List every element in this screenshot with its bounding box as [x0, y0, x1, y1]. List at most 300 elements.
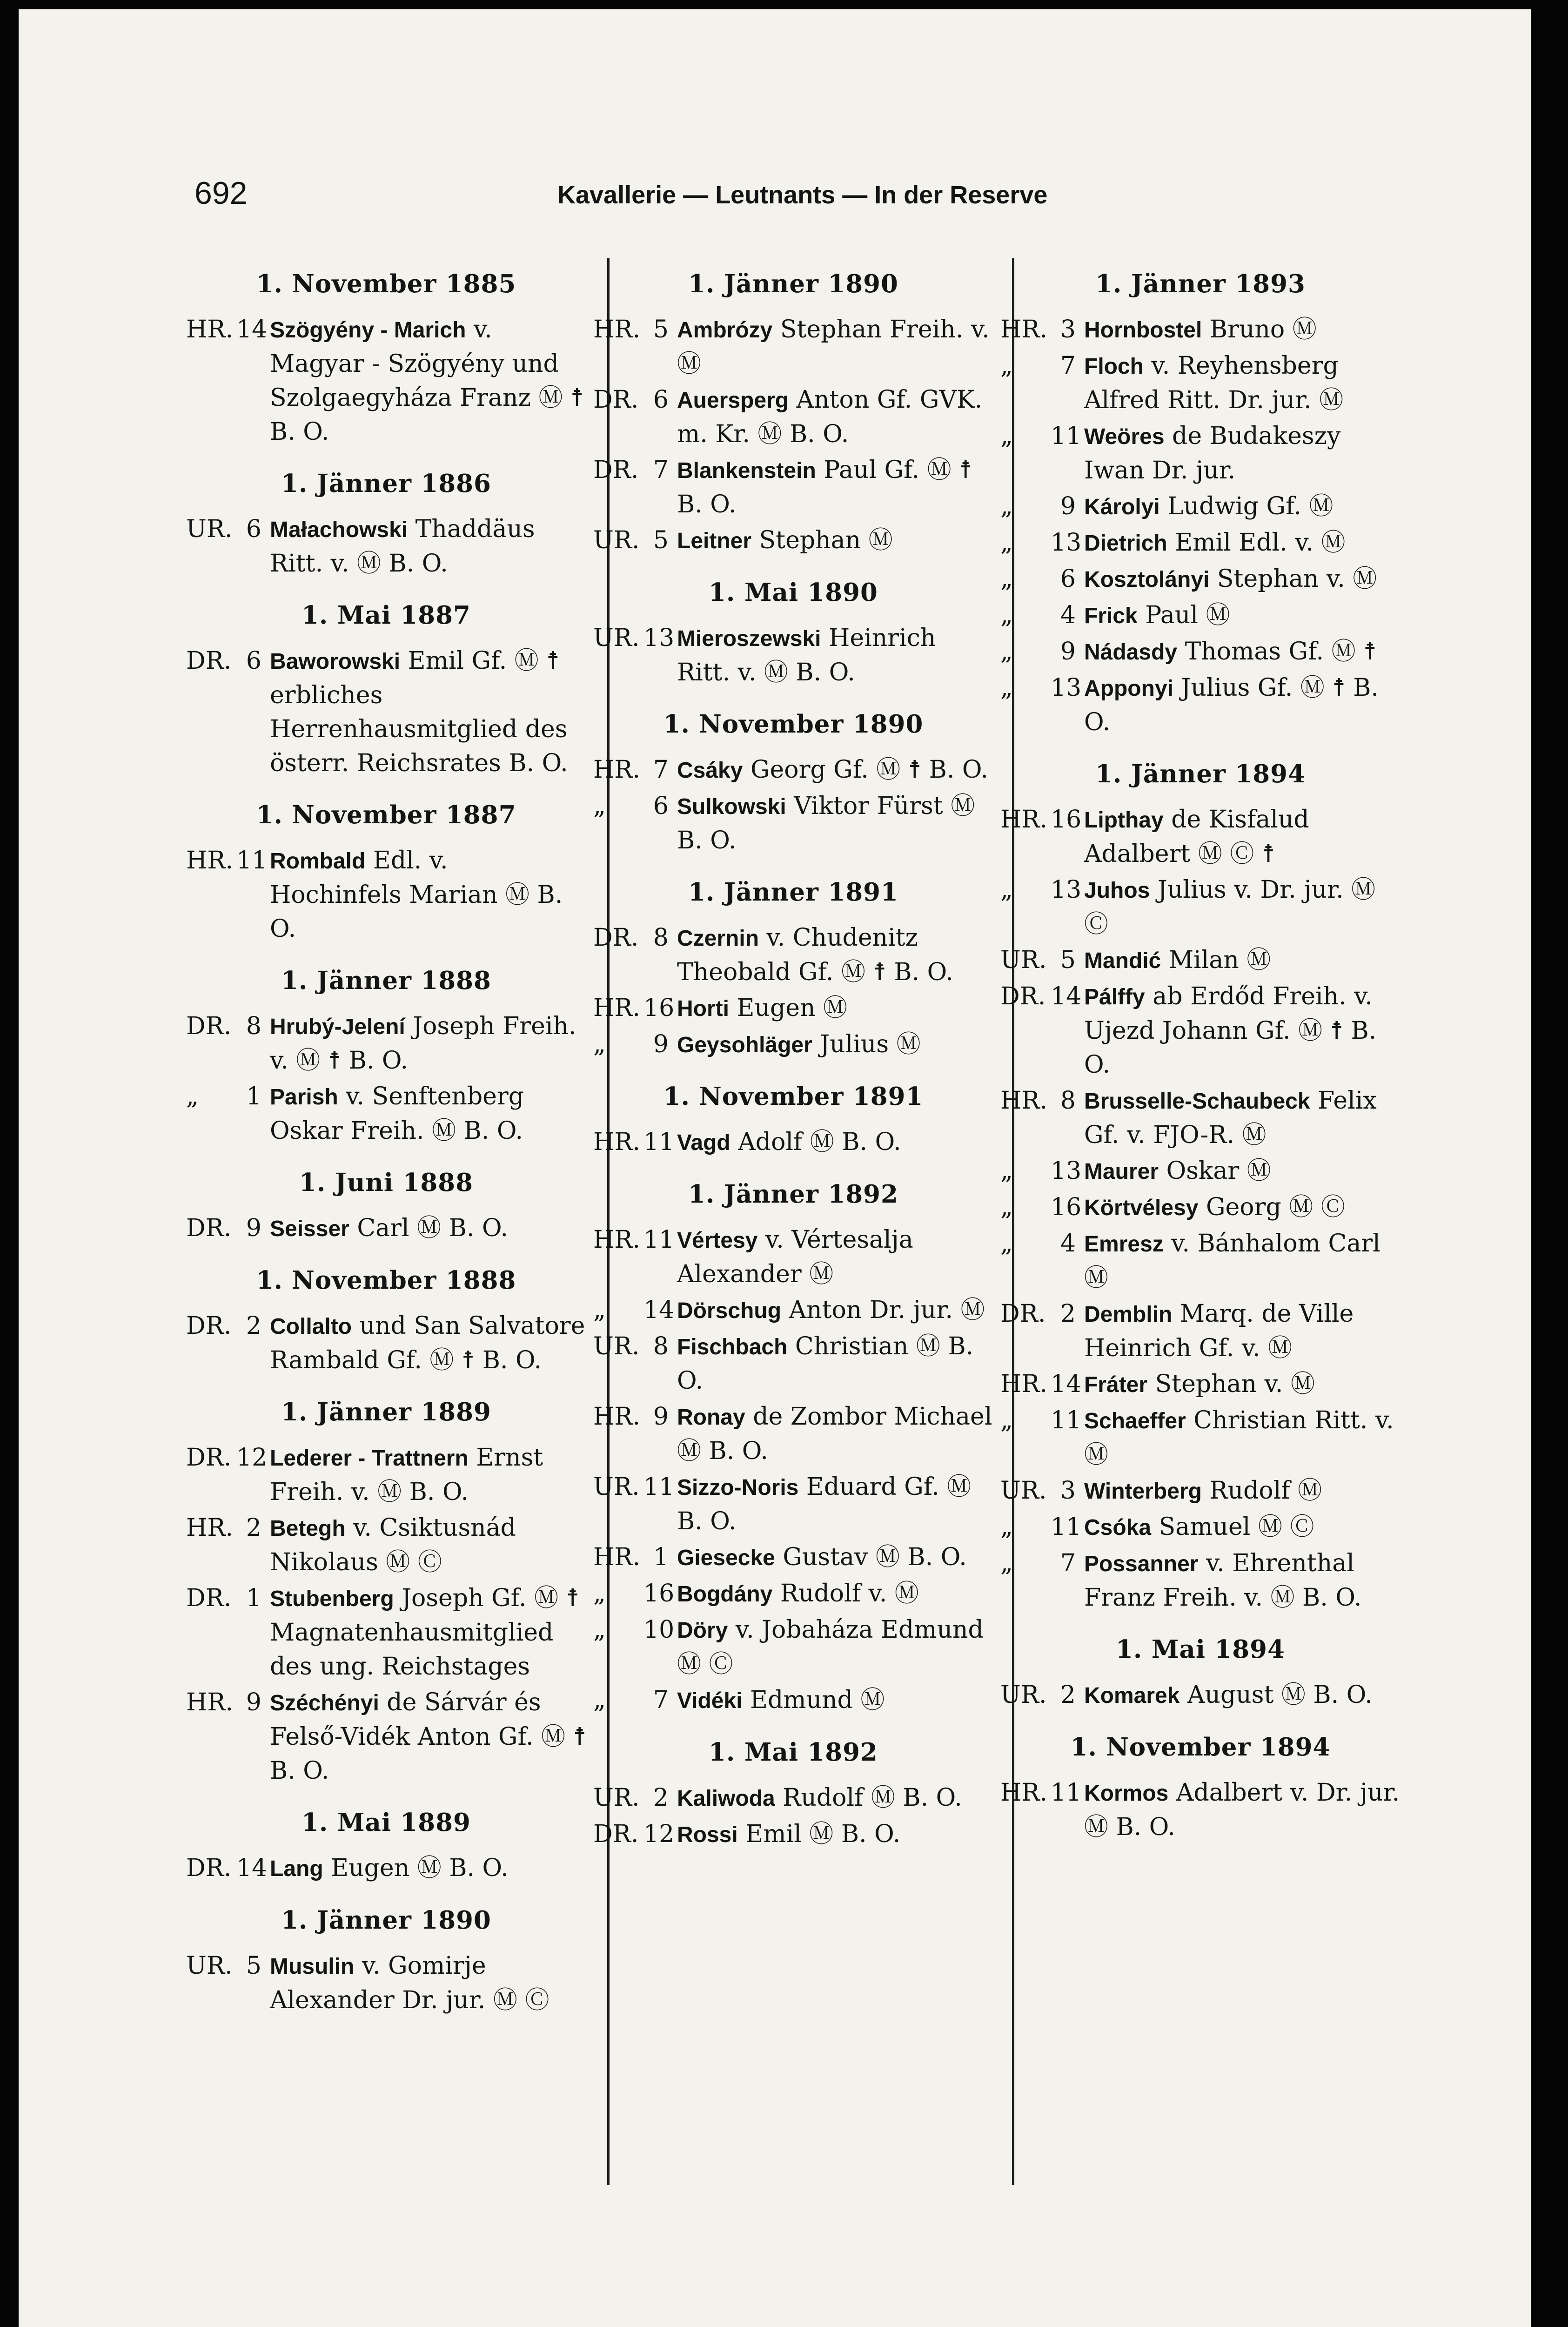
officer-details: v. Jobaháza Edmund Ⓜ Ⓒ [677, 1616, 984, 1678]
officer-entry [593, 1400, 993, 1468]
officer-surname: Leitner [677, 529, 752, 553]
regiment-type: HR. [186, 1688, 234, 1716]
section-date: 1. November 1888 [256, 1266, 516, 1295]
regiment-type: HR. [593, 1403, 641, 1431]
officer-text [270, 512, 586, 581]
regiment-type: „ [186, 1083, 199, 1110]
officer-surname: Nádasdy [1084, 640, 1178, 665]
officer-details: Marq. de Ville Heinrich Gf. v. Ⓜ [1084, 1300, 1354, 1362]
regiment-number: 2 [1060, 1681, 1076, 1709]
officer-surname: Lederer - Trattnern [270, 1446, 469, 1471]
officer-surname: Széchényi [270, 1691, 379, 1715]
officer-entry [1000, 671, 1400, 740]
officer-entry [1000, 349, 1400, 417]
regiment-type: „ [1000, 1193, 1013, 1221]
section-date: 1. November 1890 [663, 710, 924, 739]
officer-entry [1000, 1154, 1400, 1189]
regiment-type: UR. [593, 1784, 640, 1812]
officer-surname: Fráter [1084, 1372, 1148, 1397]
officer-surname: Fischbach [677, 1335, 788, 1359]
officer-text [1084, 803, 1400, 871]
officer-entry [593, 1293, 993, 1328]
officer-text [677, 1028, 993, 1062]
officer-text [270, 844, 586, 946]
regiment-number: 9 [653, 1030, 669, 1058]
officer-details: Julius Gf. Ⓜ ☨ B. O. [1084, 674, 1379, 736]
officer-text [270, 1511, 586, 1580]
regiment-number: 6 [1060, 565, 1076, 593]
regiment-type: DR. [186, 1012, 232, 1040]
officer-text [270, 1309, 586, 1378]
regiment-number: 2 [653, 1784, 669, 1812]
regiment-type: „ [593, 1686, 606, 1714]
officer-text [677, 1683, 993, 1718]
officer-entry [186, 512, 586, 581]
officer-text [270, 1009, 586, 1078]
section-date: 1. November 1885 [256, 269, 516, 298]
officer-details: Ludwig Gf. Ⓜ [1159, 492, 1333, 520]
section-date: 1. Jänner 1890 [688, 269, 898, 298]
officer-text [270, 1080, 586, 1148]
regiment-number: 2 [1060, 1300, 1076, 1328]
officer-text [1084, 1547, 1400, 1615]
regiment-number: 14 [236, 316, 268, 343]
regiment-type: HR. [593, 1226, 641, 1254]
regiment-type: „ [1000, 1230, 1013, 1258]
officer-text [677, 383, 993, 451]
officer-text [1084, 313, 1400, 347]
officer-surname: Körtvélesy [1084, 1196, 1199, 1220]
regiment-type: „ [1000, 601, 1013, 629]
regiment-type: HR. [186, 847, 234, 874]
officer-entry [593, 1817, 993, 1852]
officer-surname: Szögyény - Marich [270, 318, 466, 343]
regiment-number: 11 [1051, 422, 1082, 450]
officer-surname: Giesecke [677, 1546, 775, 1570]
officer-entry [1000, 1510, 1400, 1545]
regiment-type: „ [1000, 674, 1013, 702]
officer-details: de Zombor Michael Ⓜ B. O. [677, 1403, 992, 1465]
regiment-number: 9 [246, 1688, 261, 1716]
officer-details: Stephan Freih. v. Ⓜ [677, 316, 990, 378]
officer-surname: Baworowski [270, 649, 401, 674]
officer-details: August Ⓜ B. O. [1179, 1681, 1373, 1709]
section-date: 1. Jänner 1893 [1095, 269, 1306, 298]
officer-entry [186, 1581, 586, 1684]
regiment-type: HR. [186, 1514, 234, 1542]
officer-surname: Dietrich [1084, 531, 1167, 556]
officer-entry [593, 1028, 993, 1062]
officer-surname: Mieroszewski [677, 626, 821, 651]
officer-details: Christian Ⓜ B. O. [677, 1332, 974, 1395]
officer-text [677, 921, 993, 989]
officer-surname: Emresz [1084, 1232, 1164, 1257]
section-date: 1. Jänner 1890 [281, 1906, 491, 1935]
officer-text [1084, 943, 1400, 978]
officer-surname: Döry [677, 1618, 728, 1643]
officer-entry [593, 621, 993, 690]
regiment-type: DR. [186, 647, 232, 675]
officer-details: Julius v. Dr. jur. Ⓜ Ⓒ [1084, 876, 1376, 938]
regiment-type: „ [593, 1030, 606, 1058]
officer-entry [593, 1330, 993, 1398]
officer-text [1084, 599, 1400, 633]
regiment-number: 8 [1060, 1087, 1076, 1115]
officer-text [677, 1223, 993, 1291]
officer-text [677, 1400, 993, 1468]
officer-text [1084, 1190, 1400, 1225]
regiment-type: HR. [1000, 806, 1048, 834]
regiment-number: 13 [1051, 1157, 1082, 1185]
officer-entry [593, 789, 993, 858]
regiment-number: 4 [1060, 1230, 1076, 1258]
officer-text [677, 753, 993, 787]
section-date: 1. Mai 1887 [302, 601, 471, 630]
officer-details: de Budakeszy Iwan Dr. jur. [1084, 422, 1341, 484]
officer-surname: Maurer [1084, 1159, 1159, 1184]
officer-text [677, 1781, 993, 1816]
officer-entry [186, 1686, 586, 1788]
officer-surname: Kosztolányi [1084, 567, 1210, 592]
regiment-type: HR. [1000, 1087, 1048, 1115]
officer-details: v. Csiktusnád Nikolaus Ⓜ Ⓒ [270, 1514, 516, 1576]
officer-text [677, 1125, 993, 1160]
officer-surname: Demblin [1084, 1302, 1173, 1327]
regiment-number: 5 [1060, 946, 1076, 974]
regiment-type: „ [593, 1296, 606, 1324]
officer-entry [1000, 599, 1400, 633]
regiment-type: „ [1000, 1406, 1013, 1434]
regiment-type: „ [1000, 565, 1013, 593]
regiment-number: 16 [1051, 1193, 1082, 1221]
regiment-type: DR. [186, 1584, 232, 1612]
regiment-number: 9 [653, 1403, 669, 1431]
page-header [194, 172, 1079, 219]
regiment-type: HR. [593, 1543, 641, 1571]
section-date: 1. November 1887 [256, 800, 516, 829]
officer-surname: Lipthay [1084, 808, 1164, 833]
officer-entry [1000, 1776, 1400, 1844]
officer-details: Christian Ritt. v. Ⓜ [1084, 1406, 1394, 1469]
officer-entry [186, 1949, 586, 2018]
officer-entry [186, 1851, 586, 1886]
officer-text [1084, 1510, 1400, 1545]
officer-surname: Ronay [677, 1405, 745, 1430]
officer-details: und San Salvatore Rambald Gf. Ⓜ ☨ B. O. [270, 1312, 585, 1374]
regiment-type: „ [1000, 1157, 1013, 1185]
officer-surname: Małachowski [270, 518, 408, 542]
regiment-type: „ [1000, 638, 1013, 666]
officer-details: ab Erdőd Freih. v. Ujezd Johann Gf. Ⓜ ☨ B. O. [1084, 982, 1377, 1079]
officer-surname: Winterberg [1084, 1479, 1202, 1504]
regiment-type: „ [1000, 352, 1013, 380]
officer-entry [1000, 526, 1400, 560]
officer-details: v. Chudenitz Theobald Gf. Ⓜ ☨ B. O. [677, 924, 953, 986]
officer-entry [593, 313, 993, 381]
regiment-number: 11 [643, 1128, 675, 1156]
regiment-number: 6 [653, 792, 669, 820]
officer-surname: Parish [270, 1085, 338, 1110]
officer-surname: Collalto [270, 1314, 352, 1339]
regiment-number: 14 [1051, 1370, 1082, 1398]
regiment-type: DR. [593, 1820, 639, 1848]
regiment-number: 16 [643, 1580, 675, 1607]
officer-details: Milan Ⓜ [1161, 946, 1271, 974]
officer-entry [186, 1309, 586, 1378]
officer-details: Bruno Ⓜ [1202, 316, 1317, 343]
officer-text [677, 789, 993, 858]
officer-surname: Hrubý-Jelení [270, 1015, 405, 1039]
officer-details: Stephan v. Ⓜ [1209, 565, 1377, 593]
officer-text [1084, 1474, 1400, 1508]
section-date: 1. November 1891 [663, 1082, 924, 1111]
officer-surname: Blankenstein [677, 458, 816, 483]
officer-text [1084, 1154, 1400, 1189]
officer-entry [1000, 635, 1400, 669]
officer-entry [1000, 1474, 1400, 1508]
page-number: 692 [194, 175, 248, 211]
officer-text [1084, 1227, 1400, 1295]
officer-surname: Schaeffer [1084, 1409, 1186, 1433]
officer-surname: Frick [1084, 604, 1138, 628]
officer-surname: Lang [270, 1856, 323, 1881]
officer-details: Georg Gf. Ⓜ ☨ B. O. [743, 756, 989, 784]
regiment-type: „ [1000, 1513, 1013, 1541]
officer-details: de Kisfalud Adalbert Ⓜ Ⓒ ☨ [1084, 806, 1309, 868]
regiment-number: 7 [1060, 352, 1076, 380]
regiment-number: 13 [1051, 674, 1082, 702]
officer-surname: Brusselle-Schaubeck [1084, 1089, 1310, 1114]
regiment-type: UR. [593, 1473, 640, 1501]
regiment-number: 13 [643, 624, 675, 652]
section-date: 1. Jänner 1894 [1095, 760, 1306, 788]
officer-entry [1000, 1404, 1400, 1472]
officer-entry [1000, 313, 1400, 347]
officer-entry [1000, 803, 1400, 871]
officer-details: v. Bánhalom Carl Ⓜ [1084, 1230, 1380, 1292]
regiment-type: „ [593, 792, 606, 820]
officer-surname: Bogdány [677, 1582, 773, 1607]
regiment-number: 14 [643, 1296, 675, 1324]
regiment-number: 13 [1051, 529, 1082, 557]
officer-text [1084, 1678, 1400, 1713]
officer-details: Eugen Ⓜ B. O. [323, 1854, 509, 1882]
officer-details: Emil Edl. v. Ⓜ [1167, 529, 1346, 557]
regiment-number: 9 [1060, 638, 1076, 666]
officer-surname: Csóka [1084, 1515, 1152, 1540]
regiment-type: HR. [1000, 1779, 1048, 1807]
officer-entry [1000, 943, 1400, 978]
officer-details: Heinrich Ritt. v. Ⓜ B. O. [677, 624, 936, 686]
officer-entry [186, 1009, 586, 1078]
officer-text [1084, 1084, 1400, 1152]
regiment-number: 5 [653, 526, 669, 554]
officer-surname: Komarek [1084, 1683, 1180, 1708]
officer-surname: Floch [1084, 354, 1144, 379]
officer-details: Paul Gf. Ⓜ ☨ B. O. [677, 456, 972, 518]
section-date: 1. Mai 1892 [709, 1738, 878, 1767]
officer-text [1084, 526, 1400, 560]
officer-surname: Apponyi [1084, 676, 1173, 701]
officer-text [270, 313, 586, 449]
officer-entry [186, 313, 586, 449]
officer-details: Joseph Freih. v. Ⓜ ☨ B. O. [270, 1012, 576, 1075]
officer-surname: Károlyi [1084, 495, 1160, 519]
officer-text [677, 1613, 993, 1681]
section-date: 1. Jänner 1888 [281, 966, 491, 995]
officer-details: Thaddäus Ritt. v. Ⓜ B. O. [270, 515, 535, 578]
officer-details: Joseph Gf. Ⓜ ☨ Magnatenhausmitglied des ung. Reichstages [270, 1584, 579, 1681]
officer-details: Adalbert v. Dr. jur. Ⓜ B. O. [1084, 1779, 1400, 1841]
regiment-type: „ [593, 1580, 606, 1607]
officer-details: Gustav Ⓜ B. O. [775, 1543, 967, 1571]
officer-text [270, 644, 586, 780]
officer-surname: Hornbostel [1084, 318, 1202, 343]
officer-surname: Dörschug [677, 1298, 782, 1323]
regiment-number: 9 [246, 1214, 261, 1242]
officer-surname: Betegh [270, 1516, 346, 1541]
regiment-type: „ [1000, 422, 1013, 450]
officer-entry [1000, 1190, 1400, 1225]
officer-entry [593, 1683, 993, 1718]
regiment-number: 3 [1060, 1477, 1076, 1505]
regiment-number: 7 [653, 456, 669, 484]
officer-entry [593, 1470, 993, 1539]
column-2 [593, 265, 993, 1854]
regiment-type: HR. [1000, 1370, 1048, 1398]
officer-details: Edmund Ⓜ [742, 1686, 885, 1714]
officer-surname: Vagd [677, 1130, 730, 1155]
officer-entry [1000, 980, 1400, 1082]
officer-details: de Sárvár és Felső-Vidék Anton Gf. Ⓜ ☨ B. O. [270, 1688, 586, 1785]
regiment-number: 1 [246, 1584, 261, 1612]
officer-surname: Mandić [1084, 948, 1161, 973]
officer-details: Felix Gf. v. FJO-R. Ⓜ [1084, 1087, 1377, 1149]
officer-details: Rudolf Ⓜ [1201, 1477, 1322, 1505]
regiment-number: 11 [643, 1473, 675, 1501]
officer-text [677, 313, 993, 381]
regiment-number: 12 [643, 1820, 675, 1848]
officer-surname: Pálffy [1084, 985, 1145, 1009]
regiment-type: HR. [593, 756, 641, 784]
officer-text [677, 1330, 993, 1398]
regiment-type: DR. [593, 924, 639, 952]
officer-details: Paul Ⓜ [1137, 601, 1230, 629]
regiment-type: HR. [1000, 316, 1048, 343]
officer-text [677, 1470, 993, 1539]
officer-text [270, 1851, 586, 1886]
regiment-number: 2 [246, 1514, 261, 1542]
officer-details: Edl. v. Hochinfels Marian Ⓜ B. O. [270, 847, 563, 943]
officer-entry [1000, 490, 1400, 524]
officer-surname: Weöres [1084, 424, 1165, 449]
regiment-number: 3 [1060, 316, 1076, 343]
officer-surname: Sulkowski [677, 794, 786, 819]
officer-details: v. Reyhensberg Alfred Ritt. Dr. jur. Ⓜ [1084, 352, 1344, 414]
regiment-type: „ [1000, 1549, 1013, 1577]
regiment-type: DR. [593, 456, 639, 484]
officer-text [1084, 671, 1400, 740]
officer-details: Rudolf Ⓜ B. O. [775, 1784, 962, 1812]
regiment-type: DR. [186, 1444, 232, 1472]
regiment-number: 8 [653, 924, 669, 952]
regiment-type: HR. [593, 316, 641, 343]
officer-entry [593, 1540, 993, 1575]
section-date: 1. November 1894 [1070, 1733, 1331, 1762]
regiment-number: 7 [1060, 1549, 1076, 1577]
officer-surname: Csáky [677, 758, 743, 783]
regiment-type: UR. [1000, 1477, 1047, 1505]
officer-text [1084, 490, 1400, 524]
column-3 [1000, 265, 1400, 1846]
officer-details: Eduard Gf. Ⓜ B. O. [677, 1473, 972, 1535]
regiment-number: 11 [643, 1226, 675, 1254]
column-1 [186, 265, 586, 2019]
officer-text [1084, 1367, 1400, 1402]
regiment-type: DR. [1000, 1300, 1046, 1328]
officer-entry [593, 1223, 993, 1291]
section-date: 1. Jänner 1892 [688, 1180, 898, 1209]
regiment-number: 12 [236, 1444, 268, 1472]
regiment-type: UR. [593, 624, 640, 652]
officer-text [270, 1949, 586, 2018]
officer-details: v. Senftenberg Oskar Freih. Ⓜ B. O. [270, 1083, 524, 1145]
officer-text [1084, 1776, 1400, 1844]
officer-entry [186, 1080, 586, 1148]
officer-surname: Auersperg [677, 388, 789, 413]
officer-details: Viktor Fürst Ⓜ B. O. [677, 792, 975, 854]
officer-text [677, 453, 993, 522]
regiment-number: 6 [246, 515, 261, 543]
regiment-number: 16 [1051, 806, 1082, 834]
section-date: 1. Jänner 1886 [281, 469, 491, 498]
section-date: 1. Jänner 1891 [688, 878, 898, 907]
regiment-number: 8 [653, 1332, 669, 1360]
officer-entry [593, 921, 993, 989]
regiment-type: DR. [186, 1214, 232, 1242]
regiment-type: HR. [593, 1128, 641, 1156]
officer-details: Eugen Ⓜ [729, 994, 848, 1022]
officer-surname: Czernin [677, 926, 759, 951]
officer-text [1084, 419, 1400, 488]
officer-entry [1000, 419, 1400, 488]
officer-entry [593, 383, 993, 451]
officer-entry [1000, 1227, 1400, 1295]
officer-entry [593, 1613, 993, 1681]
regiment-type: „ [1000, 876, 1013, 904]
officer-text [1084, 635, 1400, 669]
regiment-number: 6 [653, 386, 669, 414]
officer-text [270, 1581, 586, 1684]
officer-surname: Kormos [1084, 1781, 1169, 1806]
officer-entry [593, 991, 993, 1026]
regiment-type: „ [1000, 529, 1013, 557]
section-date: 1. Mai 1889 [302, 1808, 471, 1837]
regiment-number: 6 [246, 647, 261, 675]
officer-entry [593, 1781, 993, 1816]
officer-text [677, 1577, 993, 1611]
officer-text [677, 524, 993, 558]
officer-surname: Vértesy [677, 1228, 758, 1253]
regiment-number: 16 [643, 994, 675, 1022]
officer-details: v. Gomirje Alexander Dr. jur. Ⓜ Ⓒ [270, 1952, 549, 2014]
officer-surname: Geysohläger [677, 1033, 812, 1057]
officer-details: Julius Ⓜ [812, 1030, 921, 1058]
officer-details: Anton Gf. GVK. m. Kr. Ⓜ B. O. [677, 386, 983, 448]
officer-surname: Vidéki [677, 1688, 743, 1713]
officer-details: Anton Dr. jur. Ⓜ [781, 1296, 985, 1324]
regiment-number: 5 [653, 316, 669, 343]
